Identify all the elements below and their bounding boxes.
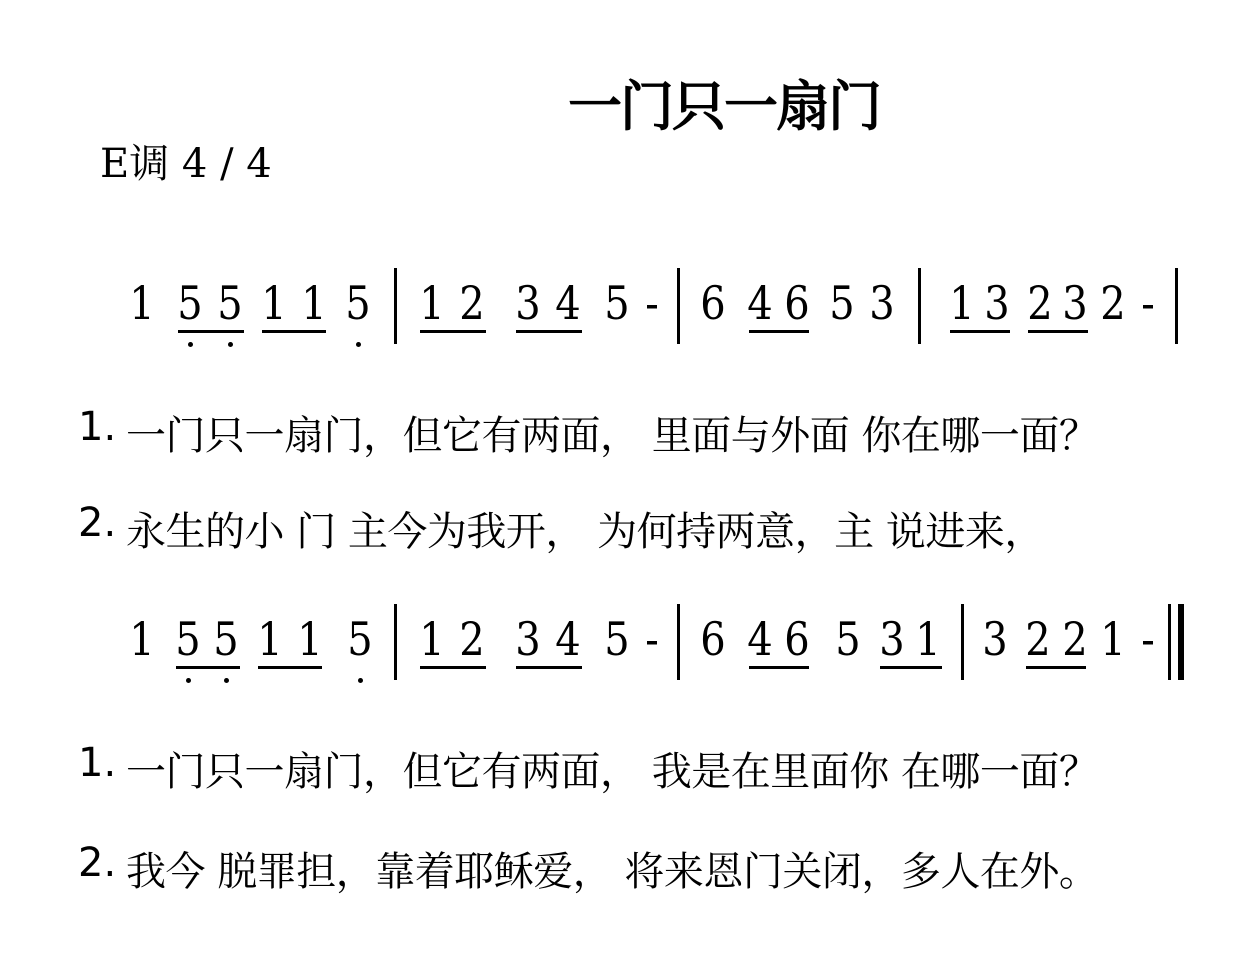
- lyric-line: [78, 404, 1198, 459]
- note-digit: 2: [459, 613, 485, 667]
- lyric-line: [78, 500, 1198, 555]
- note-digit: 6: [700, 613, 726, 667]
- note-digit: 3: [1062, 277, 1088, 331]
- beam-underline: [516, 666, 582, 669]
- barline: [394, 268, 397, 344]
- dash-extension: -: [645, 277, 659, 331]
- note-digit: 1: [129, 613, 155, 667]
- beam-underline: [1026, 666, 1086, 669]
- verse-number: 1.: [78, 404, 117, 450]
- lyric-text: 一门只一扇门，但它有两面， 里面与外面 你在哪一面？: [126, 413, 1099, 459]
- beam-underline: [950, 330, 1010, 333]
- note-digit: 1: [257, 613, 283, 667]
- barline: [918, 268, 921, 344]
- note-digit: 6: [700, 277, 726, 331]
- notation-staff-1: [0, 262, 1238, 372]
- beam-underline: [516, 330, 582, 333]
- note-digit: 3: [984, 277, 1010, 331]
- octave-dot: [358, 678, 363, 683]
- note-digit: 6: [784, 277, 810, 331]
- song-title: 一门只一扇门: [568, 75, 880, 138]
- beam-underline: [749, 666, 809, 669]
- lyric-line: [78, 840, 1198, 895]
- beam-underline: [262, 330, 326, 333]
- beam-underline: [258, 666, 322, 669]
- note-digit: 5: [347, 613, 373, 667]
- note-digit: 5: [604, 277, 630, 331]
- final-barline-thick: [1178, 604, 1184, 680]
- verse-number: 2.: [78, 840, 117, 886]
- note-digit: 1: [949, 277, 975, 331]
- beam-underline: [420, 330, 486, 333]
- notation-staff-2: [0, 598, 1238, 708]
- note-digit: 4: [747, 613, 773, 667]
- barline: [961, 604, 964, 680]
- lyric-line: [78, 740, 1198, 795]
- note-digit: 3: [515, 613, 541, 667]
- note-digit: 1: [129, 277, 155, 331]
- note-digit: 2: [1100, 277, 1126, 331]
- note-digit: 5: [835, 613, 861, 667]
- beam-underline: [1028, 330, 1088, 333]
- note-digit: 3: [515, 277, 541, 331]
- beam-underline: [880, 666, 942, 669]
- note-digit: 5: [604, 613, 630, 667]
- note-digit: 5: [175, 613, 201, 667]
- octave-dot: [224, 678, 229, 683]
- octave-dot: [186, 678, 191, 683]
- note-digit: 4: [747, 277, 773, 331]
- note-digit: 2: [1062, 613, 1088, 667]
- barline: [1175, 268, 1178, 344]
- dash-extension: -: [1141, 613, 1155, 667]
- note-digit: 2: [1025, 613, 1051, 667]
- verse-number: 2.: [78, 500, 117, 546]
- barline: [677, 604, 680, 680]
- note-digit: 1: [261, 277, 287, 331]
- beam-underline: [178, 330, 244, 333]
- note-digit: 1: [419, 277, 445, 331]
- note-digit: 1: [419, 613, 445, 667]
- note-digit: 2: [1027, 277, 1053, 331]
- lyric-text: 一门只一扇门，但它有两面， 我是在里面你 在哪一面？: [126, 749, 1099, 795]
- octave-dot: [228, 342, 233, 347]
- note-digit: 2: [459, 277, 485, 331]
- key-signature: E调 4 / 4: [100, 141, 272, 187]
- note-digit: 1: [297, 613, 323, 667]
- dash-extension: -: [1141, 277, 1155, 331]
- note-digit: 5: [345, 277, 371, 331]
- octave-dot: [356, 342, 361, 347]
- dash-extension: -: [645, 613, 659, 667]
- note-digit: 1: [301, 277, 327, 331]
- note-digit: 3: [869, 277, 895, 331]
- note-digit: 1: [915, 613, 941, 667]
- lyric-text: 永生的小 门 主今为我开， 为何持两意，主 说进来，: [126, 509, 1044, 555]
- note-digit: 3: [879, 613, 905, 667]
- note-digit: 6: [784, 613, 810, 667]
- beam-underline: [176, 666, 240, 669]
- note-digit: 4: [555, 613, 581, 667]
- note-digit: 1: [1100, 613, 1126, 667]
- octave-dot: [188, 342, 193, 347]
- barline: [677, 268, 680, 344]
- verse-number: 1.: [78, 740, 117, 786]
- beam-underline: [420, 666, 486, 669]
- note-digit: 5: [177, 277, 203, 331]
- final-barline-thin: [1168, 604, 1171, 680]
- note-digit: 3: [982, 613, 1008, 667]
- barline: [394, 604, 397, 680]
- lyric-text: 我今 脱罪担，靠着耶稣爱， 将来恩门关闭，多人在外。: [126, 849, 1099, 895]
- note-digit: 5: [217, 277, 243, 331]
- note-digit: 4: [555, 277, 581, 331]
- note-digit: 5: [213, 613, 239, 667]
- beam-underline: [749, 330, 809, 333]
- note-digit: 5: [829, 277, 855, 331]
